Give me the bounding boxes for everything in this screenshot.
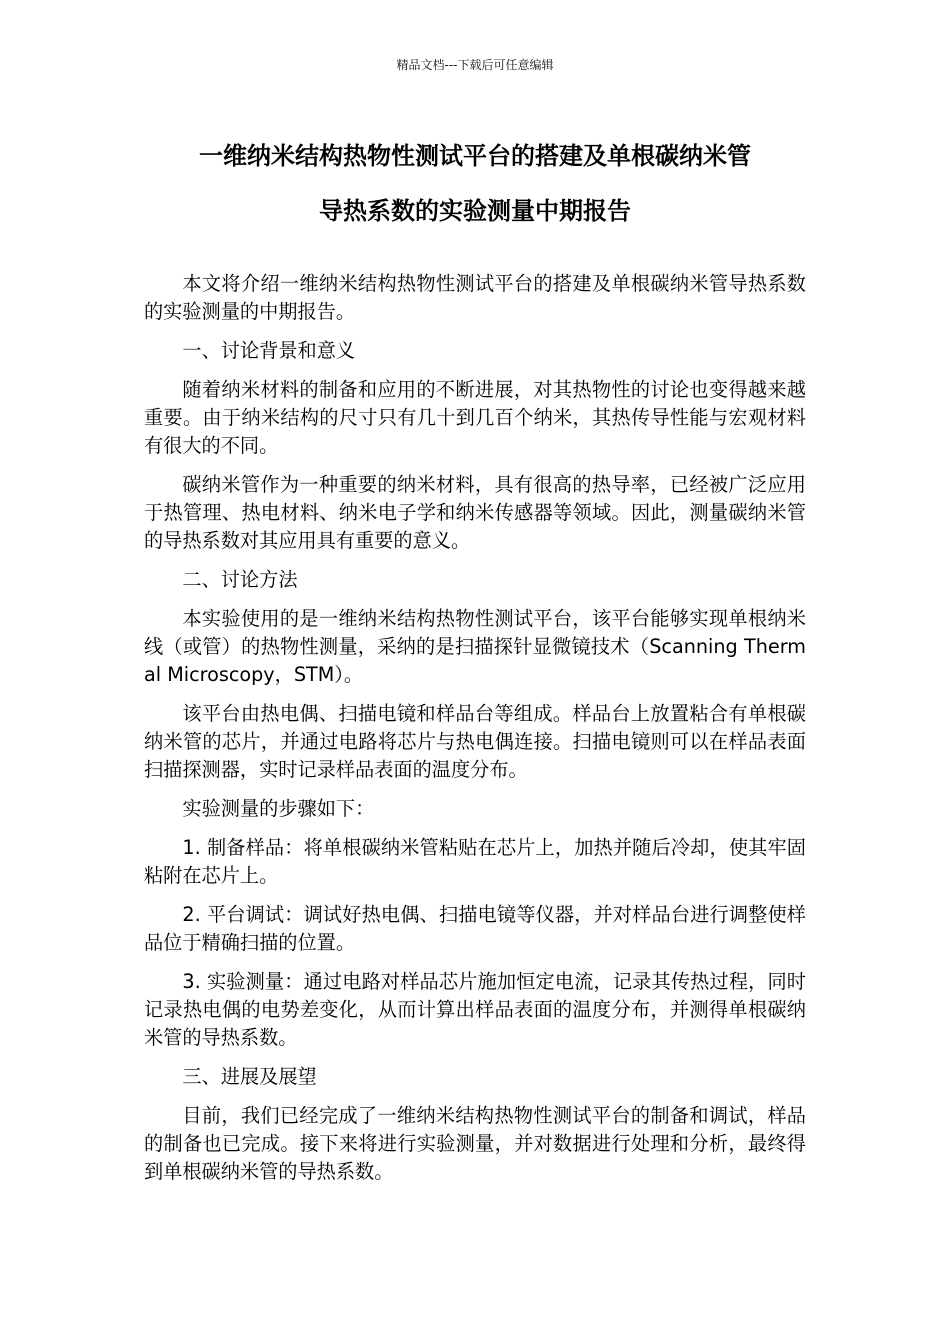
section-heading-background: 一、讨论背景和意义 (182, 339, 356, 362)
progress-paragraph: 目前，我们已经完成了一维纳米结构热物性测试平台的制备和调试，样品的制备也已完成。接下来将进行实验测量，并对数据进行处理和分析，最终得到单根碳纳米管的导热系数。 (144, 1104, 806, 1183)
method-paragraph-1: 本实验使用的是一维纳米结构热物性测试平台，该平台能够实现单根纳米线（或管）的热物性测量，采纳的是扫描探针显微镜技术（Scanning Thermal Microscopy，STM）。 (144, 607, 806, 686)
method-paragraph-2: 该平台由热电偶、扫描电镜和样品台等组成。样品台上放置粘合有单根碳纳米管的芯片，并通过电路将芯片与热电偶连接。扫描电镜则可以在样品表面扫描探测器，实时记录样品表面的温度分布。 (144, 702, 806, 781)
step-1: 1. 制备样品：将单根碳纳米管粘贴在芯片上，加热并随后冷却，使其牢固粘附在芯片上。 (144, 836, 806, 887)
step-3: 3. 实验测量：通过电路对样品芯片施加恒定电流，记录其传热过程，同时记录热电偶的电势差变化，从而计算出样品表面的温度分布，并测得单根碳纳米管的导热系数。 (144, 970, 806, 1049)
step-2: 2. 平台调试：调试好热电偶、扫描电镜等仪器，并对样品台进行调整使样品位于精确扫描的位置。 (144, 903, 806, 954)
document-title-line-1: 一维纳米结构热物性测试平台的搭建及单根碳纳米管 (199, 142, 751, 170)
document-body (144, 270, 806, 1197)
page-header: 精品文档---下载后可任意编辑 (396, 58, 554, 72)
section-heading-progress: 三、进展及展望 (182, 1065, 317, 1088)
document-title-line-2: 导热系数的实验测量中期报告 (319, 197, 631, 225)
steps-intro: 实验测量的步骤如下： (182, 797, 375, 820)
background-paragraph-1: 随着纳米材料的制备和应用的不断进展，对其热物性的讨论也变得越来越重要。由于纳米结构的尺寸只有几十到几百个纳米，其热传导性能与宏观材料有很大的不同。 (144, 378, 806, 457)
section-heading-method: 二、讨论方法 (182, 568, 298, 591)
intro-paragraph: 本文将介绍一维纳米结构热物性测试平台的搭建及单根碳纳米管导热系数的实验测量的中期报告。 (144, 272, 806, 323)
background-paragraph-2: 碳纳米管作为一种重要的纳米材料，具有很高的热导率，已经被广泛应用于热管理、热电材料、纳米电子学和纳米传感器等领域。因此，测量碳纳米管的导热系数对其应用具有重要的意义。 (144, 473, 806, 552)
